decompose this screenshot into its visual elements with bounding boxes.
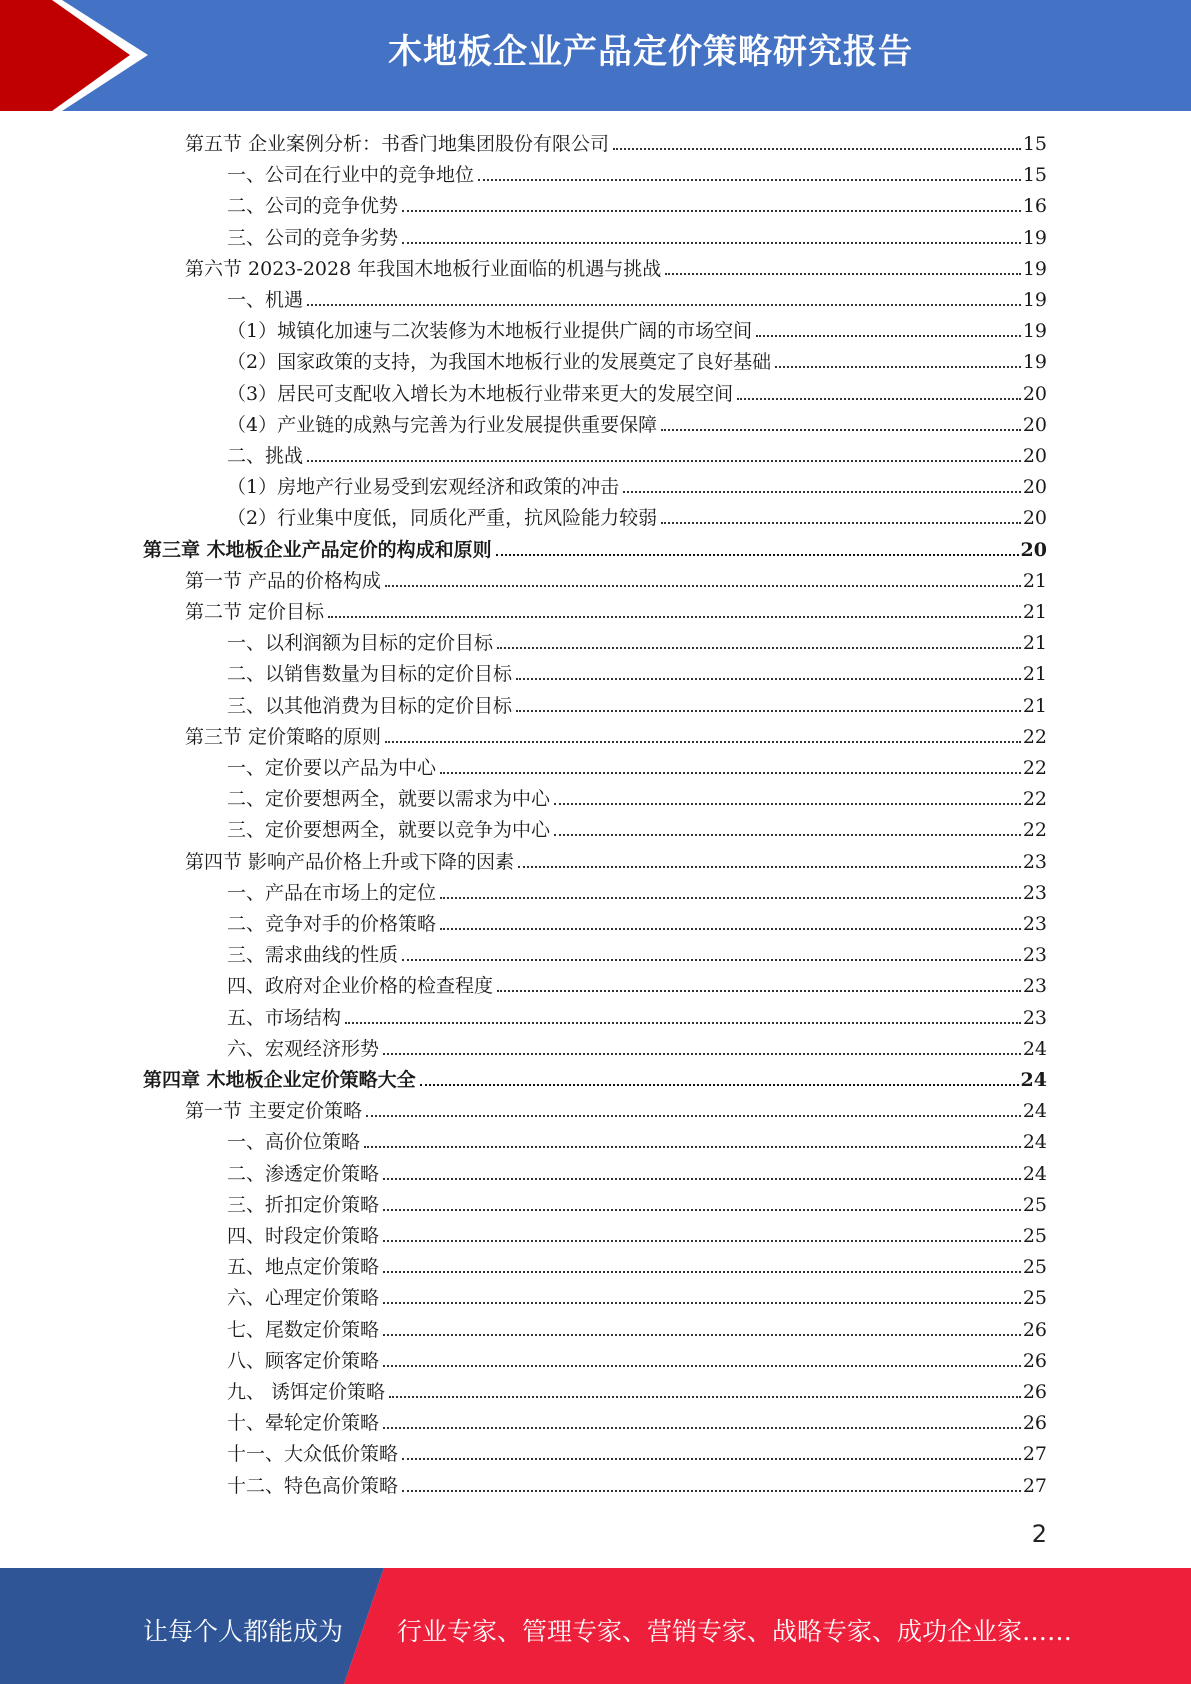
toc-dot-leader (383, 1240, 1021, 1242)
footer-slogan-left: 让每个人都能成为 (143, 1617, 344, 1646)
toc-subsection-entry[interactable] (227, 1373, 1047, 1403)
toc-subsection-entry[interactable] (227, 281, 1047, 311)
toc-entry-page: 21 (1022, 632, 1047, 655)
toc-dot-leader (440, 897, 1021, 899)
toc-entry-page: 22 (1022, 725, 1047, 748)
toc-subsection-entry[interactable] (227, 1123, 1047, 1153)
toc-entry-page: 20 (1022, 382, 1047, 405)
toc-entry-title: 二、渗透定价策略 (227, 1162, 380, 1185)
toc-dot-leader (623, 491, 1021, 493)
toc-entry-page: 22 (1022, 819, 1047, 842)
toc-entry-page: 26 (1022, 1349, 1047, 1372)
toc-subsection-entry[interactable] (227, 1186, 1047, 1216)
toc-subsection-entry[interactable] (227, 1342, 1047, 1372)
toc-entry-page: 20 (1022, 413, 1047, 436)
toc-dot-leader (613, 148, 1021, 150)
toc-entry-title: 二、挑战 (227, 445, 304, 467)
page-header (0, 0, 1191, 111)
toc-dot-leader (665, 273, 1021, 275)
toc-entry-title: 一、定价要以产品为中心 (227, 757, 437, 779)
toc-entry-page: 23 (1022, 881, 1047, 904)
toc-subsection-entry[interactable] (227, 219, 1047, 249)
toc-entry-title: 三、折扣定价策略 (227, 1193, 380, 1216)
toc-dot-leader (775, 366, 1021, 368)
toc-entry-page: 20 (1022, 445, 1047, 467)
toc-entry-page: 26 (1022, 1318, 1047, 1341)
toc-subsection-entry[interactable] (227, 312, 1047, 342)
header-arrow-decoration (0, 0, 160, 111)
toc-entry-page: 25 (1022, 1193, 1047, 1216)
toc-subsection-entry[interactable] (227, 780, 1047, 810)
toc-entry-title: （3）居民可支配收入增长为木地板行业带来更大的发展空间 (227, 382, 734, 405)
toc-dot-leader (366, 1115, 1021, 1117)
toc-subsection-entry[interactable] (227, 624, 1047, 654)
toc-subsection-entry[interactable] (227, 1404, 1047, 1434)
toc-dot-leader (661, 522, 1021, 524)
toc-entry-page: 24 (1022, 1100, 1047, 1123)
toc-entry-title: 第二节 定价目标 (185, 601, 325, 623)
toc-subsection-entry[interactable] (227, 1155, 1047, 1185)
toc-dot-leader (518, 866, 1021, 868)
toc-dot-leader (307, 304, 1021, 306)
toc-entry-title: 六、心理定价策略 (227, 1287, 380, 1310)
toc-entry-page: 25 (1022, 1256, 1047, 1279)
toc-entry-page: 21 (1022, 663, 1047, 686)
toc-dot-leader (516, 710, 1021, 712)
toc-dot-leader (737, 398, 1021, 400)
toc-entry-page: 23 (1022, 944, 1047, 967)
toc-subsection-entry[interactable] (227, 499, 1047, 529)
toc-entry-title: 第五节 企业案例分析：书香门地集团股份有限公司 (185, 133, 610, 155)
toc-subsection-entry[interactable] (227, 468, 1047, 498)
toc-entry-title: 三、公司的竞争劣势 (227, 226, 399, 249)
toc-dot-leader (385, 741, 1021, 743)
toc-dot-leader (383, 1302, 1021, 1304)
toc-entry-page: 15 (1022, 164, 1047, 187)
toc-dot-leader (497, 647, 1021, 649)
toc-dot-leader (440, 772, 1021, 774)
toc-entry-page: 20 (1022, 507, 1047, 530)
toc-subsection-entry[interactable] (227, 811, 1047, 841)
toc-entry-page: 25 (1022, 1225, 1047, 1247)
toc-dot-leader (440, 928, 1021, 930)
toc-entry-title: 三、以其他消费为目标的定价目标 (227, 694, 513, 717)
toc-dot-leader (383, 1053, 1021, 1055)
toc-subsection-entry[interactable] (227, 967, 1047, 997)
toc-subsection-entry[interactable] (227, 406, 1047, 436)
toc-entry-page: 19 (1022, 289, 1047, 311)
toc-entry-title: 六、宏观经济形势 (227, 1037, 380, 1060)
toc-section-entry[interactable] (185, 562, 1047, 592)
toc-dot-leader (756, 335, 1021, 337)
toc-dot-leader (402, 242, 1021, 244)
toc-entry-title: 二、公司的竞争优势 (227, 195, 399, 218)
toc-entry-title: 三、需求曲线的性质 (227, 944, 399, 967)
toc-entry-title: 第四节 影响产品价格上升或下降的因素 (185, 850, 515, 873)
toc-dot-leader (345, 1022, 1021, 1024)
toc-entry-page: 27 (1022, 1443, 1047, 1466)
toc-entry-page: 21 (1022, 601, 1047, 623)
toc-entry-page: 19 (1022, 226, 1047, 249)
toc-dot-leader (402, 1490, 1021, 1492)
toc-dot-leader (385, 585, 1021, 587)
toc-dot-leader (661, 429, 1021, 431)
toc-section-entry[interactable] (185, 718, 1047, 748)
toc-subsection-entry[interactable] (227, 1279, 1047, 1309)
toc-dot-leader (307, 460, 1021, 462)
toc-dot-leader (516, 678, 1021, 680)
toc-subsection-entry[interactable] (227, 1217, 1047, 1247)
toc-subsection-entry[interactable] (227, 156, 1047, 186)
toc-entry-page: 24 (1020, 1069, 1047, 1091)
toc-subsection-entry[interactable] (227, 1467, 1047, 1497)
toc-dot-leader (402, 210, 1021, 212)
toc-subsection-entry[interactable] (227, 905, 1047, 935)
toc-entry-title: 五、地点定价策略 (227, 1256, 380, 1279)
toc-section-entry[interactable] (185, 125, 1047, 155)
toc-dot-leader (383, 1209, 1021, 1211)
toc-entry-title: 十、晕轮定价策略 (227, 1412, 380, 1435)
toc-entry-title: （1）房地产行业易受到宏观经济和政策的冲击 (227, 476, 620, 499)
toc-dot-leader (364, 1146, 1021, 1148)
toc-entry-page: 20 (1020, 538, 1047, 561)
toc-entry-page: 24 (1022, 1131, 1047, 1154)
toc-entry-title: 四、政府对企业价格的检查程度 (227, 975, 494, 998)
toc-entry-title: 十二、特色高价策略 (227, 1474, 399, 1497)
toc-entry-title: 三、定价要想两全，就要以竞争为中心 (227, 819, 551, 842)
toc-section-entry[interactable] (185, 843, 1047, 873)
toc-entry-title: 第一节 产品的价格构成 (185, 569, 382, 592)
toc-subsection-entry[interactable] (227, 1435, 1047, 1465)
toc-subsection-entry[interactable] (227, 874, 1047, 904)
toc-entry-title: 五、市场结构 (227, 1006, 342, 1029)
toc-subsection-entry[interactable] (227, 655, 1047, 685)
toc-entry-page: 24 (1022, 1162, 1047, 1185)
toc-entry-title: （4）产业链的成熟与完善为行业发展提供重要保障 (227, 413, 658, 436)
toc-entry-page: 19 (1022, 257, 1047, 280)
toc-entry-page: 23 (1022, 975, 1047, 998)
toc-entry-page: 21 (1022, 694, 1047, 717)
toc-entry-title: 一、公司在行业中的竞争地位 (227, 164, 475, 187)
toc-subsection-entry[interactable] (227, 1311, 1047, 1341)
toc-entry-title: 四、时段定价策略 (227, 1225, 380, 1247)
toc-dot-leader (497, 990, 1021, 992)
toc-entry-title: 二、以销售数量为目标的定价目标 (227, 663, 513, 686)
toc-chapter-entry[interactable] (143, 1061, 1047, 1091)
footer-slogan-right: 行业专家、管理专家、营销专家、战略专家、成功企业家…… (397, 1617, 1073, 1646)
toc-entry-page: 24 (1022, 1037, 1047, 1060)
toc-dot-leader (420, 1084, 1019, 1086)
toc-entry-page: 23 (1022, 1006, 1047, 1029)
toc-subsection-entry[interactable] (227, 187, 1047, 217)
toc-dot-leader (402, 1458, 1021, 1460)
toc-chapter-entry[interactable] (143, 531, 1047, 561)
toc-entry-title: 一、以利润额为目标的定价目标 (227, 632, 494, 655)
toc-entry-page: 19 (1022, 320, 1047, 343)
toc-entry-page: 16 (1022, 195, 1047, 218)
toc-entry-title: （1）城镇化加速与二次装修为木地板行业提供广阔的市场空间 (227, 320, 753, 343)
toc-entry-title: 二、定价要想两全，就要以需求为中心 (227, 788, 551, 811)
toc-entry-title: 第三章 木地板企业产品定价的构成和原则 (143, 538, 492, 561)
toc-entry-title: 二、竞争对手的价格策略 (227, 913, 437, 935)
toc-entry-title: 第三节 定价策略的原则 (185, 725, 382, 748)
toc-subsection-entry[interactable] (227, 437, 1047, 467)
toc-dot-leader (389, 1396, 1021, 1398)
toc-dot-leader (328, 616, 1021, 618)
toc-entry-title: 第六节 2023-2028 年我国木地板行业面临的机遇与挑战 (185, 257, 662, 280)
toc-entry-page: 21 (1022, 569, 1047, 592)
toc-entry-title: （2）行业集中度低，同质化严重，抗风险能力较弱 (227, 507, 658, 530)
toc-dot-leader (383, 1334, 1021, 1336)
toc-entry-page: 22 (1022, 757, 1047, 779)
toc-entry-page: 25 (1022, 1287, 1047, 1310)
toc-subsection-entry[interactable] (227, 999, 1047, 1029)
toc-entry-title: 第一节 主要定价策略 (185, 1100, 363, 1123)
toc-entry-page: 27 (1022, 1474, 1047, 1497)
toc-dot-leader (383, 1178, 1021, 1180)
toc-dot-leader (383, 1271, 1021, 1273)
toc-section-entry[interactable] (185, 593, 1047, 623)
report-title: 木地板企业产品定价策略研究报告 (388, 32, 913, 72)
toc-entry-title: 九、 诱饵定价策略 (227, 1381, 386, 1403)
toc-dot-leader (554, 803, 1021, 805)
toc-entry-page: 20 (1022, 476, 1047, 499)
page-number: 2 (1031, 1520, 1047, 1548)
toc-entry-page: 19 (1022, 351, 1047, 374)
toc-subsection-entry[interactable] (227, 375, 1047, 405)
toc-subsection-entry[interactable] (227, 1248, 1047, 1278)
toc-dot-leader (554, 834, 1021, 836)
toc-subsection-entry[interactable] (227, 687, 1047, 717)
toc-entry-page: 22 (1022, 788, 1047, 811)
toc-dot-leader (402, 959, 1021, 961)
toc-section-entry[interactable] (185, 250, 1047, 280)
toc-subsection-entry[interactable] (227, 1030, 1047, 1060)
toc-entry-page: 26 (1022, 1412, 1047, 1435)
toc-entry-title: 第四章 木地板企业定价策略大全 (143, 1069, 416, 1091)
toc-entry-title: 八、顾客定价策略 (227, 1349, 380, 1372)
toc-dot-leader (478, 179, 1021, 181)
toc-entry-page: 26 (1022, 1381, 1047, 1403)
toc-entry-page: 23 (1022, 913, 1047, 935)
toc-dot-leader (383, 1365, 1021, 1367)
toc-subsection-entry[interactable] (227, 749, 1047, 779)
toc-entry-title: 一、产品在市场上的定位 (227, 881, 437, 904)
toc-section-entry[interactable] (185, 1092, 1047, 1122)
toc-entry-page: 15 (1022, 133, 1047, 155)
toc-entry-title: 七、尾数定价策略 (227, 1318, 380, 1341)
toc-entry-title: 一、高价位策略 (227, 1131, 361, 1154)
toc-entry-title: 一、机遇 (227, 289, 304, 311)
toc-subsection-entry[interactable] (227, 343, 1047, 373)
toc-entry-title: 十一、大众低价策略 (227, 1443, 399, 1466)
toc-dot-leader (383, 1427, 1021, 1429)
toc-entry-page: 23 (1022, 850, 1047, 873)
toc-entry-title: （2）国家政策的支持，为我国木地板行业的发展奠定了良好基础 (227, 351, 772, 374)
toc-subsection-entry[interactable] (227, 936, 1047, 966)
toc-dot-leader (496, 554, 1019, 556)
